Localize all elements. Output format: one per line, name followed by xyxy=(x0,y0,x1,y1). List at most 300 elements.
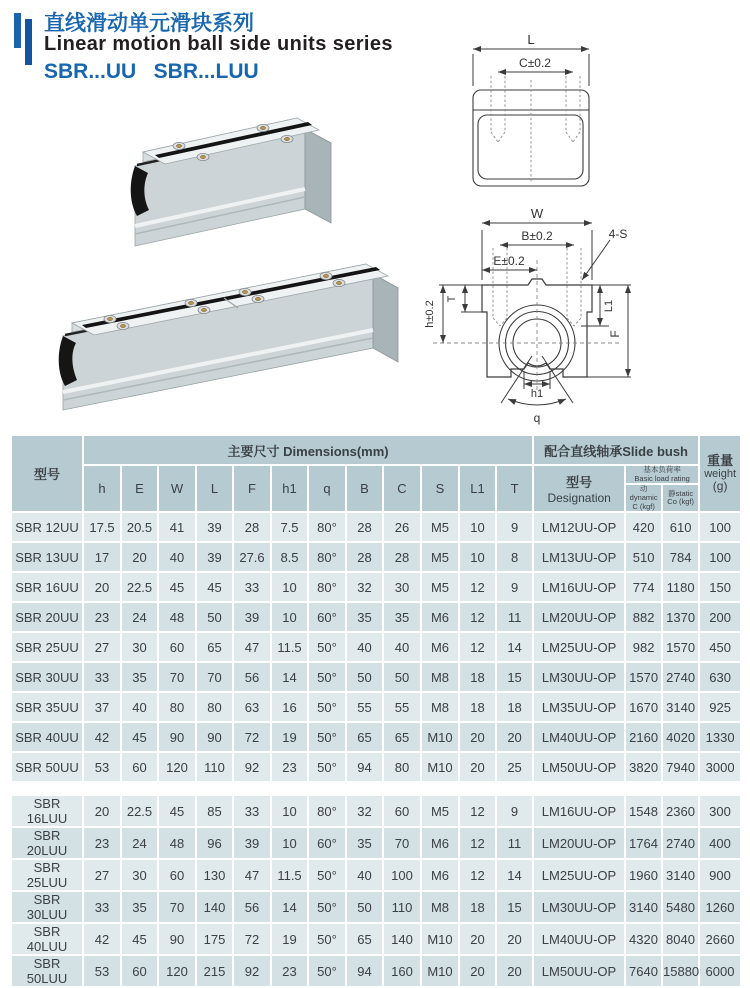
value-cell: 18 xyxy=(459,891,496,923)
col-header-c: C xyxy=(383,465,421,512)
model-cell: SBR 20UU xyxy=(11,602,83,632)
value-cell: 50° xyxy=(308,891,346,923)
model-cell: SBR 16UU xyxy=(11,572,83,602)
table-row xyxy=(11,662,741,692)
value-cell: 11.5 xyxy=(271,859,308,891)
value-cell: 27 xyxy=(83,632,121,662)
value-cell: 80 xyxy=(196,692,233,722)
col-header-slide-bush: 配合直线轴承Slide bush xyxy=(533,435,699,465)
value-cell: 26 xyxy=(383,512,421,542)
value-cell: LM40UU-OP xyxy=(533,923,625,955)
value-cell: 70 xyxy=(383,827,421,859)
value-cell: 33 xyxy=(83,891,121,923)
table-row xyxy=(11,827,741,859)
load-rating-en: Basic load rating xyxy=(634,473,690,483)
value-cell: 10 xyxy=(459,542,496,572)
weight-label-en: weight xyxy=(704,468,737,481)
value-cell: 16 xyxy=(271,692,308,722)
value-cell: M6 xyxy=(421,827,459,859)
value-cell: 882 xyxy=(625,602,662,632)
col-header-dimensions: 主要尺寸 Dimensions(mm) xyxy=(83,435,533,465)
value-cell: 39 xyxy=(196,542,233,572)
value-cell: 20 xyxy=(83,795,121,827)
table-row xyxy=(11,632,741,662)
value-cell: M10 xyxy=(421,722,459,752)
value-cell: 1570 xyxy=(625,662,662,692)
value-cell: 23 xyxy=(83,602,121,632)
value-cell: 45 xyxy=(121,722,158,752)
value-cell: 40 xyxy=(158,542,196,572)
value-cell: 2360 xyxy=(662,795,699,827)
value-cell: 92 xyxy=(233,955,271,987)
value-cell: 48 xyxy=(158,602,196,632)
value-cell: 20 xyxy=(121,542,158,572)
value-cell: 215 xyxy=(196,955,233,987)
value-cell: 17 xyxy=(83,542,121,572)
value-cell: LM40UU-OP xyxy=(533,722,625,752)
dim-label-h1: h1 xyxy=(530,388,544,400)
value-cell: 20 xyxy=(496,955,533,987)
value-cell: 20 xyxy=(496,722,533,752)
value-cell: 1670 xyxy=(625,692,662,722)
value-cell: 27 xyxy=(83,859,121,891)
value-cell: 35 xyxy=(346,827,383,859)
value-cell: 120 xyxy=(158,955,196,987)
col-header-b: B xyxy=(346,465,383,512)
model-cell: SBR 40LUU xyxy=(11,923,83,955)
value-cell: M6 xyxy=(421,632,459,662)
value-cell: 3140 xyxy=(662,859,699,891)
value-cell: 45 xyxy=(158,572,196,602)
value-cell: 65 xyxy=(346,722,383,752)
model-cell: SBR 35UU xyxy=(11,692,83,722)
value-cell: 12 xyxy=(459,795,496,827)
table-row xyxy=(11,572,741,602)
value-cell: 40 xyxy=(383,632,421,662)
value-cell: 130 xyxy=(196,859,233,891)
value-cell: 80° xyxy=(308,795,346,827)
value-cell: 140 xyxy=(196,891,233,923)
value-cell: 72 xyxy=(233,722,271,752)
dim-label-h: h±0.2 xyxy=(424,300,436,328)
value-cell: 47 xyxy=(233,859,271,891)
value-cell: 610 xyxy=(662,512,699,542)
value-cell: 32 xyxy=(346,795,383,827)
table-row xyxy=(11,602,741,632)
value-cell: LM25UU-OP xyxy=(533,859,625,891)
series-models: SBR...UU SBR...LUU xyxy=(44,60,259,83)
value-cell: 1548 xyxy=(625,795,662,827)
value-cell: 11 xyxy=(496,827,533,859)
value-cell: 14 xyxy=(496,859,533,891)
dim-label-b: B±0.2 xyxy=(521,229,553,243)
value-cell: 50 xyxy=(383,662,421,692)
value-cell: 3000 xyxy=(699,752,741,782)
value-cell: 15 xyxy=(496,891,533,923)
value-cell: 23 xyxy=(83,827,121,859)
value-cell: 18 xyxy=(496,692,533,722)
value-cell: 2740 xyxy=(662,662,699,692)
value-cell: 60 xyxy=(121,955,158,987)
model-cell: SBR 12UU xyxy=(11,512,83,542)
value-cell: 94 xyxy=(346,752,383,782)
value-cell: 53 xyxy=(83,752,121,782)
value-cell: 982 xyxy=(625,632,662,662)
value-cell: 40 xyxy=(346,859,383,891)
value-cell: 50° xyxy=(308,692,346,722)
value-cell: 100 xyxy=(699,512,741,542)
value-cell: 1960 xyxy=(625,859,662,891)
value-cell: 33 xyxy=(83,662,121,692)
accent-bar-icon xyxy=(25,19,32,65)
dim-label-f: F xyxy=(608,330,622,338)
value-cell: 18 xyxy=(459,662,496,692)
value-cell: LM30UU-OP xyxy=(533,662,625,692)
value-cell: 7940 xyxy=(662,752,699,782)
value-cell: 50° xyxy=(308,923,346,955)
value-cell: 55 xyxy=(346,692,383,722)
col-header-dynamic: 动dynamic C (kgf) xyxy=(625,484,662,512)
weight-label-zh: 重量 xyxy=(707,452,734,468)
value-cell: 14 xyxy=(271,891,308,923)
value-cell: 11.5 xyxy=(271,632,308,662)
value-cell: LM50UU-OP xyxy=(533,752,625,782)
model-cell: SBR 30UU xyxy=(11,662,83,692)
value-cell: 85 xyxy=(196,795,233,827)
value-cell: 50° xyxy=(308,955,346,987)
dim-label-s: 4-S xyxy=(608,227,628,241)
value-cell: 42 xyxy=(83,923,121,955)
table-row xyxy=(11,542,741,572)
value-cell: 630 xyxy=(699,662,741,692)
value-cell: M10 xyxy=(421,752,459,782)
designation-label-en: Designation xyxy=(547,491,611,506)
value-cell: 28 xyxy=(233,512,271,542)
table-row xyxy=(11,722,741,752)
value-cell: 63 xyxy=(233,692,271,722)
value-cell: 30 xyxy=(121,859,158,891)
value-cell: M6 xyxy=(421,859,459,891)
value-cell: 10 xyxy=(271,827,308,859)
value-cell: 32 xyxy=(346,572,383,602)
value-cell: 20 xyxy=(459,722,496,752)
dimensions-table-luu xyxy=(10,794,742,988)
col-header-e: E xyxy=(121,465,158,512)
value-cell: 22.5 xyxy=(121,795,158,827)
value-cell: 25 xyxy=(496,752,533,782)
model-cell: SBR 50LUU xyxy=(11,955,83,987)
value-cell: 45 xyxy=(158,795,196,827)
value-cell: 48 xyxy=(158,827,196,859)
value-cell: 80 xyxy=(158,692,196,722)
value-cell: 35 xyxy=(121,891,158,923)
value-cell: 22.5 xyxy=(121,572,158,602)
value-cell: M6 xyxy=(421,602,459,632)
value-cell: 12 xyxy=(459,827,496,859)
value-cell: 2160 xyxy=(625,722,662,752)
value-cell: 53 xyxy=(83,955,121,987)
value-cell: 50° xyxy=(308,662,346,692)
dim-label-e: E±0.2 xyxy=(493,254,525,268)
value-cell: 33 xyxy=(233,572,271,602)
value-cell: 11 xyxy=(496,602,533,632)
value-cell: 70 xyxy=(158,662,196,692)
value-cell: 420 xyxy=(625,512,662,542)
value-cell: 19 xyxy=(271,923,308,955)
col-header-q: q xyxy=(308,465,346,512)
dim-label-c: C±0.2 xyxy=(519,56,551,70)
value-cell: 12 xyxy=(459,859,496,891)
load-rating-zh: 基本负荷率 xyxy=(643,465,681,474)
page-title-en: Linear motion ball side units series xyxy=(44,33,393,55)
col-header-model: 型号 xyxy=(11,435,83,512)
value-cell: 1370 xyxy=(662,602,699,632)
value-cell: 4020 xyxy=(662,722,699,752)
value-cell: 65 xyxy=(383,722,421,752)
col-header-designation xyxy=(533,465,625,512)
value-cell: 8.5 xyxy=(271,542,308,572)
value-cell: 1180 xyxy=(662,572,699,602)
value-cell: 72 xyxy=(233,923,271,955)
model-cell: SBR 16LUU xyxy=(11,795,83,827)
value-cell: M8 xyxy=(421,891,459,923)
value-cell: 100 xyxy=(383,859,421,891)
value-cell: 50 xyxy=(346,662,383,692)
value-cell: 50° xyxy=(308,722,346,752)
model-cell: SBR 25UU xyxy=(11,632,83,662)
value-cell: 8040 xyxy=(662,923,699,955)
value-cell: 175 xyxy=(196,923,233,955)
value-cell: 20 xyxy=(496,923,533,955)
value-cell: M5 xyxy=(421,542,459,572)
designation-label-zh: 型号 xyxy=(566,475,593,491)
value-cell: 925 xyxy=(699,692,741,722)
value-cell: 33 xyxy=(233,795,271,827)
value-cell: LM13UU-OP xyxy=(533,542,625,572)
dim-label-l: L xyxy=(527,32,535,47)
value-cell: 400 xyxy=(699,827,741,859)
table-row xyxy=(11,891,741,923)
value-cell: 12 xyxy=(459,632,496,662)
value-cell: LM35UU-OP xyxy=(533,692,625,722)
value-cell: 1330 xyxy=(699,722,741,752)
value-cell: 10 xyxy=(271,572,308,602)
value-cell: 784 xyxy=(662,542,699,572)
value-cell: 20 xyxy=(459,923,496,955)
table-row xyxy=(11,955,741,987)
value-cell: 774 xyxy=(625,572,662,602)
value-cell: 17.5 xyxy=(83,512,121,542)
accent-bar-icon xyxy=(14,13,21,48)
table-row xyxy=(11,859,741,891)
value-cell: 80° xyxy=(308,572,346,602)
value-cell: 450 xyxy=(699,632,741,662)
value-cell: 41 xyxy=(158,512,196,542)
value-cell: 8 xyxy=(496,542,533,572)
value-cell: 9 xyxy=(496,512,533,542)
value-cell: 45 xyxy=(121,923,158,955)
value-cell: 56 xyxy=(233,662,271,692)
value-cell: 3140 xyxy=(625,891,662,923)
col-header-w: W xyxy=(158,465,196,512)
value-cell: 39 xyxy=(233,827,271,859)
front-view-drawing xyxy=(420,200,750,430)
value-cell: 9 xyxy=(496,572,533,602)
value-cell: LM16UU-OP xyxy=(533,795,625,827)
value-cell: 50° xyxy=(308,752,346,782)
value-cell: 12 xyxy=(459,572,496,602)
value-cell: 24 xyxy=(121,602,158,632)
value-cell: 1260 xyxy=(699,891,741,923)
value-cell: LM50UU-OP xyxy=(533,955,625,987)
col-header-s: S xyxy=(421,465,459,512)
value-cell: 80° xyxy=(308,542,346,572)
value-cell: 39 xyxy=(233,602,271,632)
model-cell: SBR 25LUU xyxy=(11,859,83,891)
value-cell: 9 xyxy=(496,795,533,827)
value-cell: LM12UU-OP xyxy=(533,512,625,542)
value-cell: 47 xyxy=(233,632,271,662)
value-cell: 70 xyxy=(196,662,233,692)
col-header-static: 静static Co (kgf) xyxy=(662,484,699,512)
value-cell: LM30UU-OP xyxy=(533,891,625,923)
value-cell: 4320 xyxy=(625,923,662,955)
value-cell: 2660 xyxy=(699,923,741,955)
value-cell: 10 xyxy=(271,795,308,827)
value-cell: 90 xyxy=(158,923,196,955)
value-cell: M10 xyxy=(421,955,459,987)
value-cell: 200 xyxy=(699,602,741,632)
value-cell: 120 xyxy=(158,752,196,782)
value-cell: 40 xyxy=(346,632,383,662)
value-cell: 900 xyxy=(699,859,741,891)
value-cell: 110 xyxy=(196,752,233,782)
value-cell: 140 xyxy=(383,923,421,955)
value-cell: 94 xyxy=(346,955,383,987)
value-cell: 28 xyxy=(346,512,383,542)
value-cell: 42 xyxy=(83,722,121,752)
value-cell: 50° xyxy=(308,632,346,662)
value-cell: 510 xyxy=(625,542,662,572)
value-cell: 150 xyxy=(699,572,741,602)
value-cell: 24 xyxy=(121,827,158,859)
table-row xyxy=(11,752,741,782)
table-row xyxy=(11,795,741,827)
side-view-drawing xyxy=(445,20,745,210)
value-cell: 7.5 xyxy=(271,512,308,542)
value-cell: 45 xyxy=(196,572,233,602)
col-header-f: F xyxy=(233,465,271,512)
model-cell: SBR 13UU xyxy=(11,542,83,572)
model-cell: SBR 20LUU xyxy=(11,827,83,859)
value-cell: 12 xyxy=(459,602,496,632)
value-cell: 19 xyxy=(271,722,308,752)
value-cell: 56 xyxy=(233,891,271,923)
value-cell: M10 xyxy=(421,923,459,955)
weight-unit: (g) xyxy=(712,479,728,494)
value-cell: 60 xyxy=(383,795,421,827)
value-cell: 10 xyxy=(459,512,496,542)
value-cell: 110 xyxy=(383,891,421,923)
value-cell: M5 xyxy=(421,795,459,827)
col-header-l1: L1 xyxy=(459,465,496,512)
col-header-h1: h1 xyxy=(271,465,308,512)
value-cell: 27.6 xyxy=(233,542,271,572)
product-photo-long-block xyxy=(48,252,408,432)
value-cell: LM16UU-OP xyxy=(533,572,625,602)
value-cell: 5480 xyxy=(662,891,699,923)
value-cell: 15880 xyxy=(662,955,699,987)
value-cell: 10 xyxy=(271,602,308,632)
col-header-h: h xyxy=(83,465,121,512)
value-cell: 1570 xyxy=(662,632,699,662)
dim-label-w: W xyxy=(530,206,544,221)
value-cell: 23 xyxy=(271,955,308,987)
value-cell: 50° xyxy=(308,859,346,891)
value-cell: 60 xyxy=(121,752,158,782)
dim-label-q: q xyxy=(533,411,541,425)
value-cell: 40 xyxy=(121,692,158,722)
spec-tables xyxy=(10,434,740,988)
value-cell: 30 xyxy=(121,632,158,662)
value-cell: M5 xyxy=(421,572,459,602)
table-row xyxy=(11,692,741,722)
value-cell: 60 xyxy=(158,632,196,662)
value-cell: 28 xyxy=(346,542,383,572)
value-cell: 90 xyxy=(196,722,233,752)
value-cell: 7640 xyxy=(625,955,662,987)
value-cell: 60° xyxy=(308,602,346,632)
value-cell: 14 xyxy=(496,632,533,662)
value-cell: 80° xyxy=(308,512,346,542)
col-header-load-rating xyxy=(625,465,699,484)
value-cell: 35 xyxy=(383,602,421,632)
value-cell: 2740 xyxy=(662,827,699,859)
value-cell: 100 xyxy=(699,542,741,572)
value-cell: 50 xyxy=(346,891,383,923)
value-cell: M5 xyxy=(421,512,459,542)
value-cell: 39 xyxy=(196,512,233,542)
col-header-weight xyxy=(699,435,741,512)
value-cell: 96 xyxy=(196,827,233,859)
model-cell: SBR 30LUU xyxy=(11,891,83,923)
value-cell: 6000 xyxy=(699,955,741,987)
value-cell: 55 xyxy=(383,692,421,722)
value-cell: 35 xyxy=(346,602,383,632)
page-title-zh: 直线滑动单元滑块系列 xyxy=(44,12,254,35)
value-cell: LM20UU-OP xyxy=(533,602,625,632)
value-cell: 15 xyxy=(496,662,533,692)
value-cell: 65 xyxy=(196,632,233,662)
value-cell: 20 xyxy=(459,752,496,782)
table-row xyxy=(11,512,741,542)
value-cell: 92 xyxy=(233,752,271,782)
value-cell: 18 xyxy=(459,692,496,722)
value-cell: 37 xyxy=(83,692,121,722)
value-cell: 35 xyxy=(121,662,158,692)
value-cell: M8 xyxy=(421,692,459,722)
product-photo-short-block xyxy=(115,98,355,263)
value-cell: 80 xyxy=(383,752,421,782)
dim-label-l1: L1 xyxy=(603,299,615,313)
model-cell: SBR 40UU xyxy=(11,722,83,752)
value-cell: 30 xyxy=(383,572,421,602)
value-cell: 14 xyxy=(271,662,308,692)
value-cell: 1764 xyxy=(625,827,662,859)
col-header-l: L xyxy=(196,465,233,512)
value-cell: 65 xyxy=(346,923,383,955)
value-cell: 160 xyxy=(383,955,421,987)
